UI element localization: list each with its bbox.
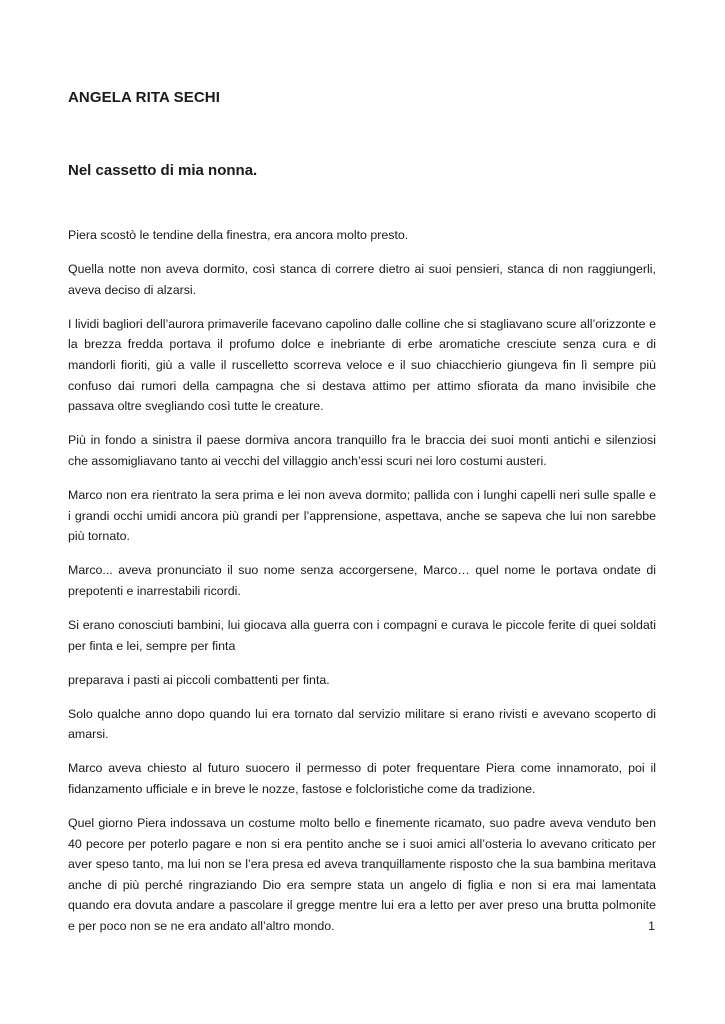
paragraph: Quel giorno Piera indossava un costume molto bello e finemente ricamato, suo padre aveva venduto ben 40 pecore per poterlo pagare e non si era pentito anche se i suoi amici all’osteria lo avevano criticato per aver speso tanto, ma lui non se l’era presa ed aveva tranquillamente risposto che la sua bambina meritava anche di più perché ringraziando Dio era sempre stata un angelo di figlia e non si era mai lamentata quando era dovuta andare a pascolare il gregge mentre lui era a letto per aver preso una brutta polmonite e per poco non se ne era andato all’altro mondo. [68,816,656,934]
paragraph: Si erano conosciuti bambini, lui giocava alla guerra con i compagni e curava le piccole ferite di quei soldati per finta e lei, sempre per finta [68,617,656,653]
paragraph: Solo qualche anno dopo quando lui era tornato dal servizio militare si erano rivisti e avevano scoperto di amarsi. [68,706,656,742]
paragraph: I lividi bagliori dell’aurora primaverile facevano capolino dalle colline che si stagliavano scure all’orizzonte e la brezza fredda portava il profumo dolce e inebriante di erbe aromatiche cresciute senza cura e di mandorli fioriti, giù a valle il ruscelletto scorreva veloce e il suo chiacchierio giungeva fin lì sempre più confuso dai rumori della campagna che si destava attimo per attimo sfiorata da mano invisibile che passava oltre svegliando così tutte le creature. [68,316,656,414]
story-body [68,225,656,950]
paragraph: Marco non era rientrato la sera prima e lei non aveva dormito; pallida con i lunghi capelli neri sulle spalle e i grandi occhi umidi ancora più grandi per l’apprensione, aspettava, anche se sapeva che lui non sarebbe più tornato. [68,487,656,544]
paragraph: Più in fondo a sinistra il paese dormiva ancora tranquillo fra le braccia dei suoi monti antichi e silenziosi che assomigliavano tanto ai vecchi del villaggio anch’essi scuri nei loro costumi austeri. [68,433,656,468]
paragraph: Marco... aveva pronunciato il suo nome senza accorgersene, Marco… quel nome le portava ondate di prepotenti e inarrestabili ricordi. [68,563,656,598]
paragraph: Quella notte non aveva dormito, così stanca di correre dietro ai suoi pensieri, stanca di non raggiungerli, aveva deciso di alzarsi. [68,262,656,297]
page-number: 1 [648,919,655,933]
author-name: ANGELA RITA SECHI [68,89,220,106]
paragraph: Piera scostò le tendine della finestra, era ancora molto presto. [68,228,409,242]
story-title: Nel cassetto di mia nonna. [68,162,258,179]
paragraph: preparava i pasti ai piccoli combattenti per finta. [68,672,330,687]
paragraph: Marco aveva chiesto al futuro suocero il permesso di poter frequentare Piera come innamorato, poi il fidanzamento ufficiale e in breve le nozze, fastose e folcloristiche come da tradizione. [68,761,656,796]
